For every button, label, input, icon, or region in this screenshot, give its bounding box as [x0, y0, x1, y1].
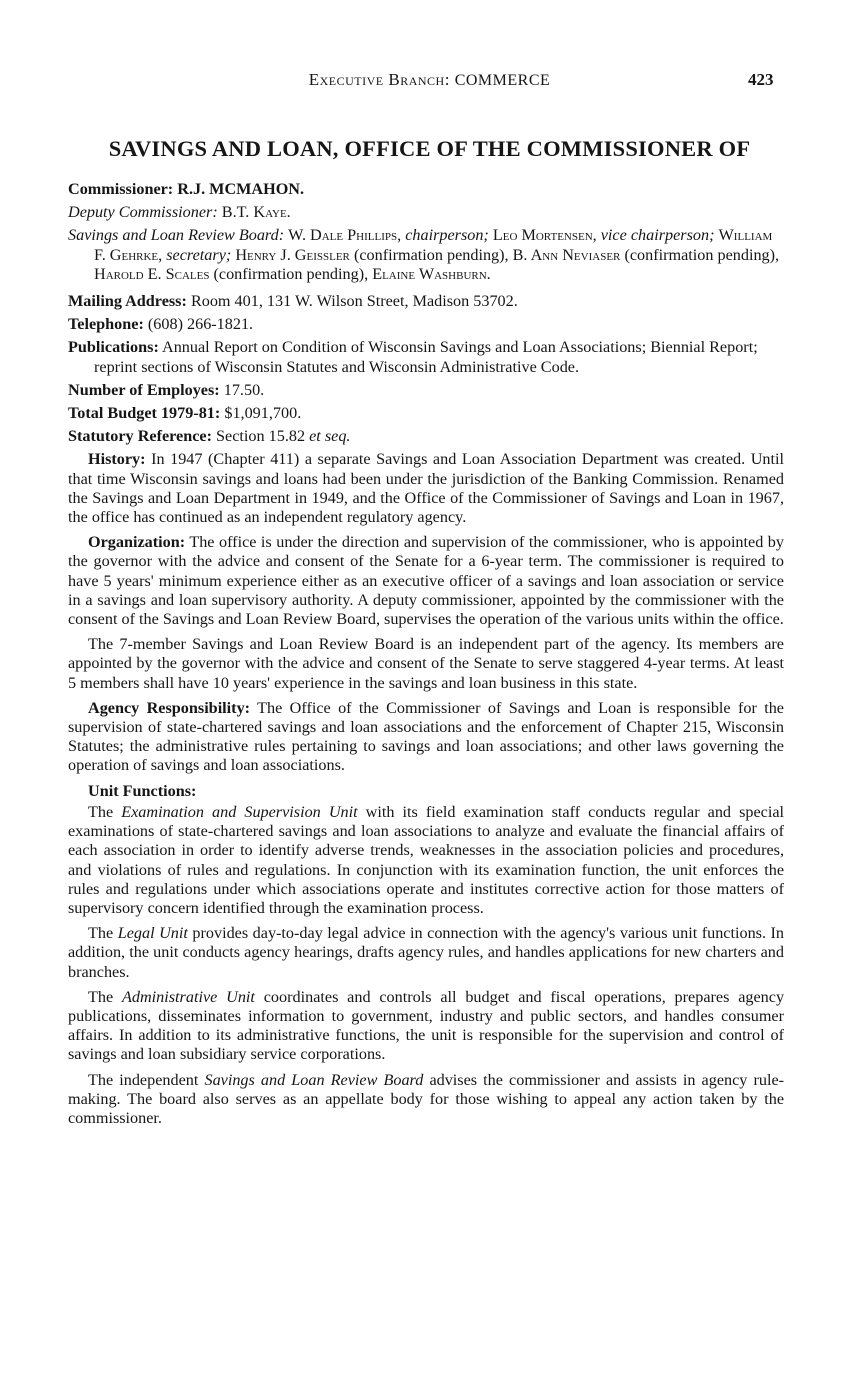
review-board-paragraph [68, 1071, 784, 1129]
board-member-note: (confirmation pending), [213, 264, 369, 283]
responsibility-paragraph [68, 699, 784, 776]
organization-board-text: The 7-member Savings and Loan Review Board is an independent part of the agency. Its members are appointed by the governor with the advice and consent of the Senate to serve staggered 4-year terms. At least 5 members shall have 10 years' experience in the savings and loan business in this state. [68, 635, 784, 692]
budget-line [68, 404, 784, 423]
running-head-section: COMMERCE [454, 72, 551, 89]
commissioner-name: R.J. MCMAHON. [177, 180, 305, 198]
board-member-name: William F. Gehrke, [94, 226, 773, 264]
page-title: SAVINGS AND LOAN, OFFICE OF THE COMMISSIONER OF [108, 136, 751, 161]
board-member-role: chairperson; [405, 226, 489, 245]
review-board-pre: The independent [88, 1070, 199, 1089]
board-member-name: Elaine Washburn. [372, 264, 491, 283]
statutory-reference-value: Section 15.82 [216, 427, 306, 446]
board-member-note: (confirmation pending), [353, 245, 509, 264]
page-number: 423 [748, 70, 774, 89]
telephone-line [68, 315, 784, 334]
mailing-address-value: Room 401, 131 W. Wilson Street, Madison 53702. [190, 292, 518, 311]
running-head [0, 70, 859, 90]
telephone-label: Telephone: [68, 315, 144, 334]
unit-functions-heading: Unit Functions: [88, 781, 197, 800]
budget-label: Total Budget 1979-81: [68, 404, 221, 423]
board-member-role: vice chairperson; [600, 226, 715, 245]
board-member-name: Leo Mortensen, [492, 226, 597, 245]
history-text: In 1947 (Chapter 411) a separate Savings and Loan Association Department was created. Until that time Wisconsin savings and loans had been under the jurisdiction of the Banking Commission. Renamed the Savings and Loan Department in 1949, and the Office of the Commissioner of Savings and Loan in 1967, the office has continued as an independent regulatory agency. [68, 450, 784, 527]
review-board-name: Savings and Loan Review Board [204, 1070, 424, 1089]
deputy-line [68, 203, 784, 222]
board-member-name: Henry J. Geissler [235, 245, 350, 264]
publications-label: Publications: [68, 338, 159, 357]
legal-unit-name: Legal Unit [117, 924, 188, 943]
board-member-name: W. Dale Phillips, [288, 226, 402, 245]
review-board-line [68, 226, 784, 284]
mailing-address-label: Mailing Address: [68, 292, 187, 311]
history-paragraph [68, 450, 784, 527]
employees-line [68, 381, 784, 400]
deputy-label: Deputy Commissioner: [68, 203, 218, 222]
publications-value: Annual Report on Condition of Wisconsin Savings and Loan Associations; Biennial Report; reprint sections of Wisconsin Statutes and Wisconsin Administrative Code. [94, 338, 758, 376]
organization-board-paragraph [68, 635, 784, 693]
examination-unit-name: Examination and Supervision Unit [121, 802, 358, 821]
examination-unit-pre: The [88, 802, 114, 821]
history-label: History: [88, 450, 146, 469]
responsibility-label: Agency Responsibility: [88, 698, 251, 717]
mailing-address-line [68, 292, 784, 311]
statutory-reference-italic: et seq. [309, 427, 351, 446]
administrative-unit-pre: The [88, 987, 114, 1006]
administrative-unit-paragraph [68, 988, 784, 1065]
employees-label: Number of Employes: [68, 380, 220, 399]
organization-paragraph [68, 533, 784, 629]
legal-unit-pre: The [88, 924, 114, 943]
publications-line [68, 338, 784, 376]
statutory-reference-line [68, 427, 784, 446]
board-member-name: Harold E. Scales [94, 264, 210, 283]
organization-label: Organization: [88, 533, 186, 552]
running-head-prefix: Executive Branch: [308, 70, 455, 89]
commissioner-label: Commissioner: [68, 180, 174, 198]
administrative-unit-text: coordinates and controls all budget and fiscal operations, prepares agency publications, disseminates information to government, industry and public sectors, and handles consumer affairs. In addition to its administrative functions, the unit is responsible for the supervision and control of savings and loan subsidiary service corporations. [68, 987, 785, 1064]
organization-text: The office is under the direction and supervision of the commissioner, who is appointed by the governor with the advice and consent of the Senate for a 6-year term. The commissioner is required to have 5 years' minimum experience either as an executive officer of a savings and loan association or service in a savings and loan supervisory authority. A deputy commissioner, appointed by the commissioner with the consent of the Savings and Loan Review Board, supervises the operation of the various units within the office. [68, 533, 784, 629]
examination-unit-text: with its field examination staff conducts regular and special examinations of state-chartered savings and loan associations to analyze and evaluate the financial affairs of each association in order to identify adverse trends, weaknesses in the association policies and procedures, and violations of rules and regulations. In conjunction with its examination function, the unit enforces the rules and regulations under which associations operate and institutes corrective action for those matters of supervisory concern identified through the examination process. [68, 802, 785, 917]
legal-unit-paragraph [68, 924, 784, 982]
document-body [68, 180, 784, 1132]
employees-value: 17.50. [223, 380, 265, 399]
examination-unit-paragraph [68, 803, 784, 918]
commissioner-line [68, 180, 784, 199]
board-member-name: B. Ann Neviaser [512, 245, 621, 264]
legal-unit-text: provides day-to-day legal advice in connection with the agency's various unit functions. In addition, the unit conducts agency hearings, drafts agency rules, and handles applications for new charters and branches. [68, 924, 785, 981]
review-board-text: advises the commissioner and assists in agency rule-making. The board also serves as an appellate body for those wishing to appeal any action taken by the commissioner. [68, 1070, 785, 1127]
budget-value: $1,091,700. [224, 404, 302, 423]
review-board-label: Savings and Loan Review Board: [68, 226, 285, 245]
responsibility-text: The Office of the Commissioner of Savings and Loan is responsible for the supervision of state-chartered savings and loan associations and the enforcement of Chapter 215, Wisconsin Statutes; the administrative rules pertaining to savings and loan associations; and other laws governing the operation of savings and loan associations. [68, 698, 784, 775]
board-member-note: (confirmation pending), [624, 245, 780, 264]
administrative-unit-name: Administrative Unit [122, 987, 255, 1006]
statutory-reference-label: Statutory Reference: [68, 427, 212, 446]
deputy-name: B.T. Kaye. [221, 203, 291, 222]
board-member-role: secretary; [166, 245, 232, 264]
telephone-value: (608) 266-1821. [147, 315, 254, 334]
